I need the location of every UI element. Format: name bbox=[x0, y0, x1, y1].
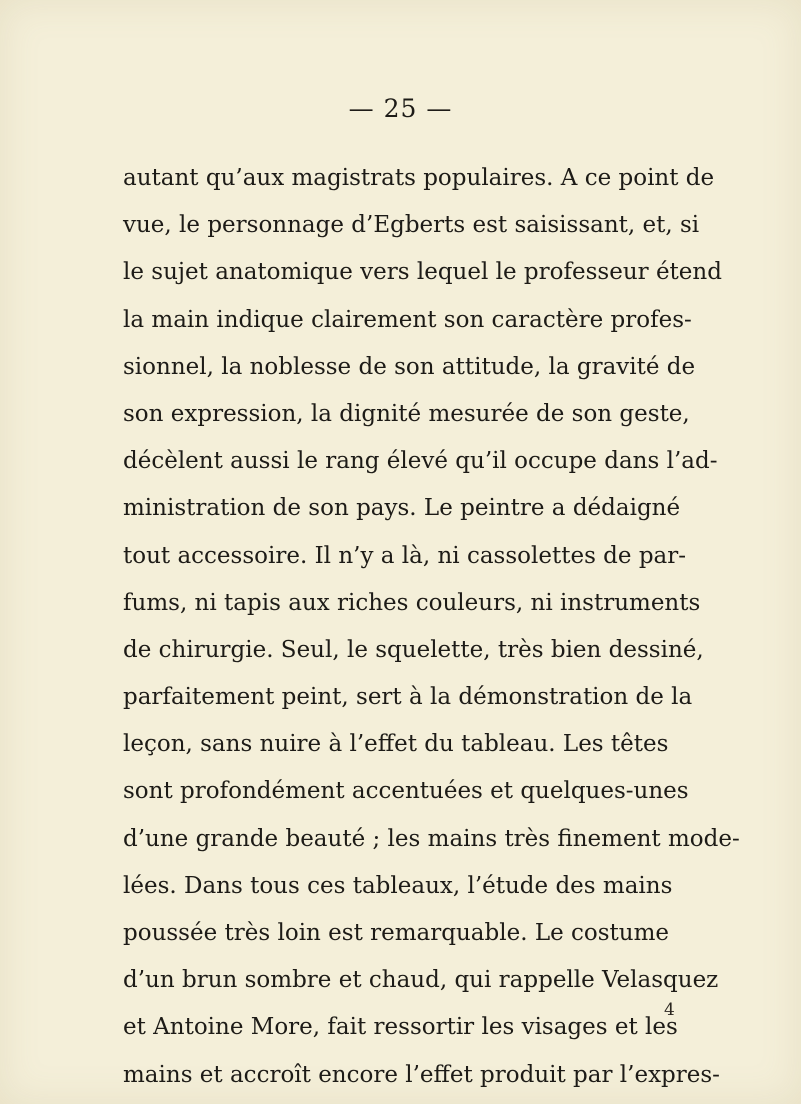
text-line: lées. Dans tous ces tableaux, l’étude des mains bbox=[123, 872, 673, 899]
text-line: leçon, sans nuire à l’effet du tableau. Les têtes bbox=[123, 731, 669, 758]
text-line: vue, le personnage d’Egberts est saisissant, et, si bbox=[123, 212, 700, 239]
text-line: autant qu’aux magistrats populaires. A ce point de bbox=[123, 165, 715, 191]
signature-mark: 4 bbox=[664, 1000, 675, 1020]
text-line: et Antoine More, fait ressortir les visages et les bbox=[123, 1014, 678, 1041]
text-line: son expression, la dignité mesurée de son geste, bbox=[123, 400, 690, 427]
text-line: fums, ni tapis aux riches couleurs, ni instruments bbox=[123, 589, 701, 616]
text-line: la main indique clairement son caractère profes- bbox=[123, 306, 692, 333]
text-line: poussée très loin est remarquable. Le costume bbox=[123, 920, 670, 946]
text-line: sont profondément accentuées et quelques-unes bbox=[123, 778, 689, 805]
text-line: d’un brun sombre et chaud, qui rappelle Velasquez bbox=[123, 967, 719, 994]
page-number-header: — 25 — bbox=[348, 94, 453, 123]
text-line: mains et accroît encore l’effet produit par l’expres- bbox=[123, 1061, 720, 1088]
text-line: tout accessoire. Il n’y a là, ni cassolettes de par- bbox=[123, 542, 687, 569]
body-text bbox=[123, 155, 740, 1099]
text-line: ministration de son pays. Le peintre a dédaigné bbox=[123, 495, 681, 522]
text-line: sionnel, la noblesse de son attitude, la gravité de bbox=[123, 353, 696, 380]
text-line: le sujet anatomique vers lequel le professeur étend bbox=[123, 259, 722, 286]
text-line: de chirurgie. Seul, le squelette, très bien dessiné, bbox=[123, 636, 704, 663]
text-line: d’une grande beauté ; les mains très finement mode- bbox=[123, 825, 740, 852]
text-line: parfaitement peint, sert à la démonstration de la bbox=[123, 684, 693, 711]
text-line: décèlent aussi le rang élevé qu’il occupe dans l’ad- bbox=[123, 448, 718, 475]
